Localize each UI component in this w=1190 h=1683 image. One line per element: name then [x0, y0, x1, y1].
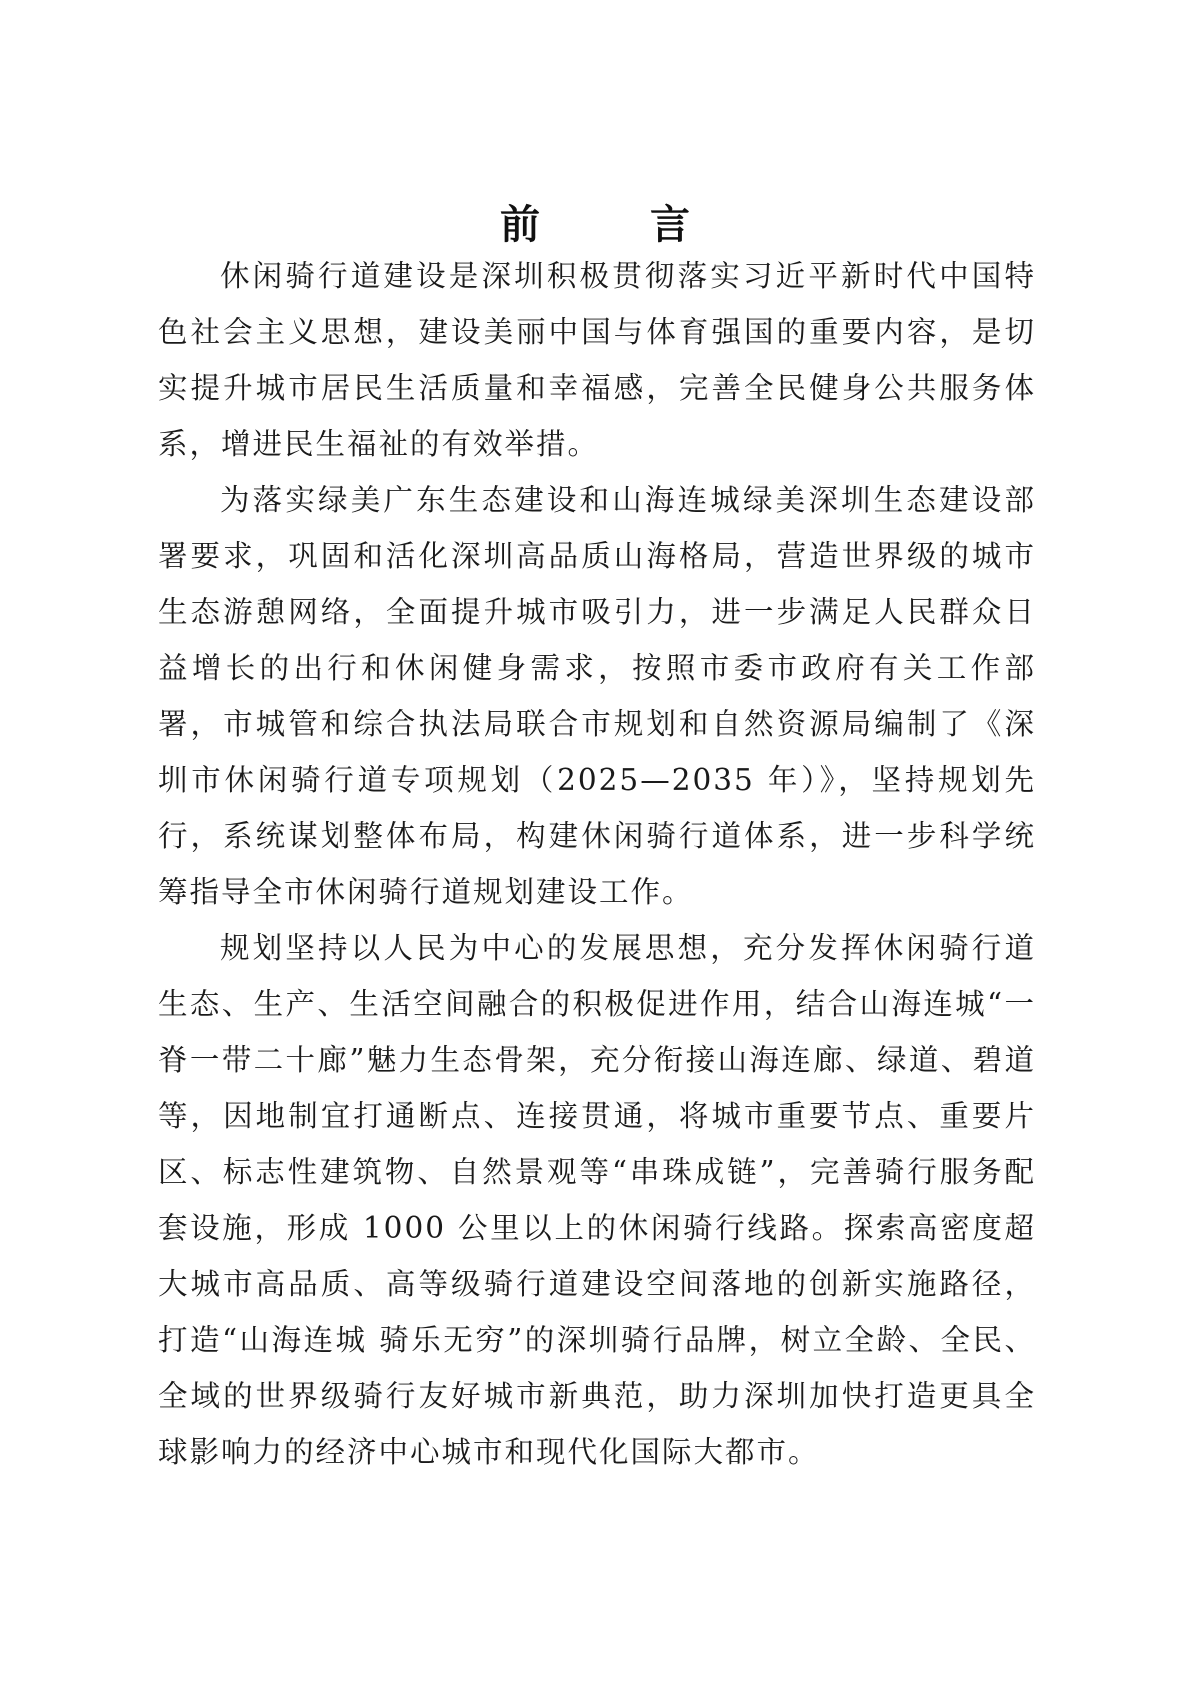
preface-body — [158, 248, 1036, 1480]
page-title: 前 言 — [500, 201, 738, 248]
paragraph-1: 休闲骑行道建设是深圳积极贯彻落实习近平新时代中国特色社会主义思想，建设美丽中国与体育强国的重要内容，是切实提升城市居民生活质量和幸福感，完善全民健身公共服务体系，增进民生福祉的有效举措。 — [158, 259, 1036, 461]
paragraph-2: 为落实绿美广东生态建设和山海连城绿美深圳生态建设部署要求，巩固和活化深圳高品质山海格局，营造世界级的城市生态游憩网络，全面提升城市吸引力，进一步满足人民群众日益增长的出行和休闲健身需求，按照市委市政府有关工作部署，市城管和综合执法局联合市规划和自然资源局编制了《深圳市休闲骑行道专项规划（2025—2035 年）》，坚持规划先行，系统谋划整体布局，构建休闲骑行道体系，进一步科学统筹指导全市休闲骑行道规划建设工作。 — [158, 483, 1036, 909]
paragraph-3: 规划坚持以人民为中心的发展思想，充分发挥休闲骑行道生态、生产、生活空间融合的积极促进作用，结合山海连城“一脊一带二十廊”魅力生态骨架，充分衔接山海连廊、绿道、碧道等，因地制宜打通断点、连接贯通，将城市重要节点、重要片区、标志性建筑物、自然景观等“串珠成链”，完善骑行服务配套设施，形成 1000 公里以上的休闲骑行线路。探索高密度超大城市高品质、高等级骑行道建设空间落地的创新实施路径，打造“山海连城 骑乐无穷”的深圳骑行品牌，树立全龄、全民、全域的世界级骑行友好城市新典范，助力深圳加快打造更具全球影响力的经济中心城市和现代化国际大都市。 — [158, 931, 1036, 1469]
